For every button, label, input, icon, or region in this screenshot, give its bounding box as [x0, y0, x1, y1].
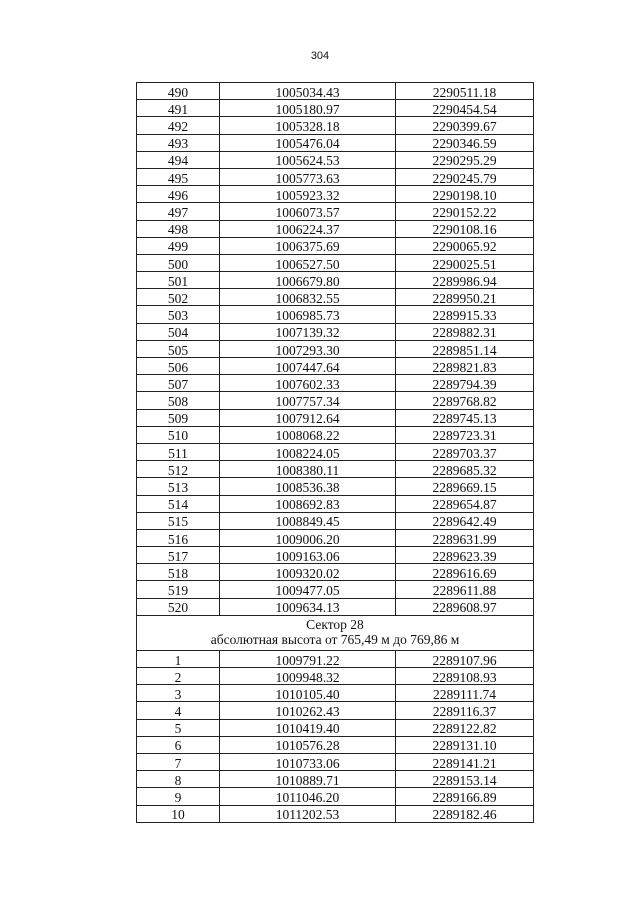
- x-coordinate-cell: 1010419.40: [220, 719, 396, 736]
- y-coordinate-cell: 2290198.10: [396, 186, 534, 203]
- x-coordinate-cell: 1009006.20: [220, 529, 396, 546]
- table-row: [137, 443, 534, 460]
- y-coordinate-cell: 2289611.88: [396, 581, 534, 598]
- point-number-cell: 517: [137, 547, 220, 564]
- table-row: [137, 203, 534, 220]
- table-row: [137, 426, 534, 443]
- x-coordinate-cell: 1009320.02: [220, 564, 396, 581]
- x-coordinate-cell: 1005476.04: [220, 134, 396, 151]
- table-row: [137, 306, 534, 323]
- x-coordinate-cell: 1009163.06: [220, 547, 396, 564]
- y-coordinate-cell: 2289122.82: [396, 719, 534, 736]
- x-coordinate-cell: 1007602.33: [220, 375, 396, 392]
- table-row: [137, 323, 534, 340]
- point-number-cell: 499: [137, 237, 220, 254]
- x-coordinate-cell: 1008068.22: [220, 426, 396, 443]
- y-coordinate-cell: 2289153.14: [396, 771, 534, 788]
- x-coordinate-cell: 1005328.18: [220, 117, 396, 134]
- table-row: [137, 220, 534, 237]
- x-coordinate-cell: 1007293.30: [220, 340, 396, 357]
- point-number-cell: 5: [137, 719, 220, 736]
- table-row: [137, 237, 534, 254]
- y-coordinate-cell: 2289107.96: [396, 650, 534, 667]
- table-row: [137, 495, 534, 512]
- point-number-cell: 1: [137, 650, 220, 667]
- point-number-cell: 10: [137, 805, 220, 822]
- x-coordinate-cell: 1007757.34: [220, 392, 396, 409]
- y-coordinate-cell: 2289915.33: [396, 306, 534, 323]
- point-number-cell: 513: [137, 478, 220, 495]
- point-number-cell: 7: [137, 753, 220, 770]
- y-coordinate-cell: 2289182.46: [396, 805, 534, 822]
- table-row: [137, 254, 534, 271]
- x-coordinate-cell: 1011046.20: [220, 788, 396, 805]
- table-row: [137, 134, 534, 151]
- table-row: [137, 478, 534, 495]
- table-row: [137, 771, 534, 788]
- point-number-cell: 512: [137, 461, 220, 478]
- y-coordinate-cell: 2289166.89: [396, 788, 534, 805]
- x-coordinate-cell: 1008224.05: [220, 443, 396, 460]
- point-number-cell: 510: [137, 426, 220, 443]
- point-number-cell: 502: [137, 289, 220, 306]
- x-coordinate-cell: 1006985.73: [220, 306, 396, 323]
- y-coordinate-cell: 2289616.69: [396, 564, 534, 581]
- x-coordinate-cell: 1008849.45: [220, 512, 396, 529]
- point-number-cell: 3: [137, 685, 220, 702]
- x-coordinate-cell: 1006224.37: [220, 220, 396, 237]
- y-coordinate-cell: 2290295.29: [396, 151, 534, 168]
- sector-subtitle: абсолютная высота от 765,49 м до 769,86 м: [210, 631, 460, 647]
- coordinates-table: [136, 82, 534, 823]
- point-number-cell: 491: [137, 100, 220, 117]
- point-number-cell: 509: [137, 409, 220, 426]
- x-coordinate-cell: 1005923.32: [220, 186, 396, 203]
- x-coordinate-cell: 1010733.06: [220, 753, 396, 770]
- point-number-cell: 506: [137, 358, 220, 375]
- y-coordinate-cell: 2290511.18: [396, 83, 534, 100]
- y-coordinate-cell: 2289821.83: [396, 358, 534, 375]
- y-coordinate-cell: 2289723.31: [396, 426, 534, 443]
- y-coordinate-cell: 2289685.32: [396, 461, 534, 478]
- table-row: [137, 512, 534, 529]
- table-row: [137, 83, 534, 100]
- x-coordinate-cell: 1011202.53: [220, 805, 396, 822]
- x-coordinate-cell: 1008692.83: [220, 495, 396, 512]
- x-coordinate-cell: 1005034.43: [220, 83, 396, 100]
- point-number-cell: 515: [137, 512, 220, 529]
- point-number-cell: 507: [137, 375, 220, 392]
- table-row: [137, 564, 534, 581]
- x-coordinate-cell: 1006832.55: [220, 289, 396, 306]
- point-number-cell: 6: [137, 736, 220, 753]
- y-coordinate-cell: 2290245.79: [396, 168, 534, 185]
- table-row: [137, 650, 534, 667]
- y-coordinate-cell: 2290346.59: [396, 134, 534, 151]
- page-number: 304: [310, 50, 330, 62]
- x-coordinate-cell: 1006679.80: [220, 272, 396, 289]
- y-coordinate-cell: 2289111.74: [396, 685, 534, 702]
- y-coordinate-cell: 2289703.37: [396, 443, 534, 460]
- point-number-cell: 511: [137, 443, 220, 460]
- y-coordinate-cell: 2290065.92: [396, 237, 534, 254]
- x-coordinate-cell: 1005180.97: [220, 100, 396, 117]
- sector-header-body: [137, 615, 534, 650]
- x-coordinate-cell: 1007912.64: [220, 409, 396, 426]
- point-number-cell: 520: [137, 598, 220, 615]
- point-number-cell: 492: [137, 117, 220, 134]
- y-coordinate-cell: 2289608.97: [396, 598, 534, 615]
- y-coordinate-cell: 2289950.21: [396, 289, 534, 306]
- x-coordinate-cell: 1008536.38: [220, 478, 396, 495]
- x-coordinate-cell: 1009477.05: [220, 581, 396, 598]
- table-row: [137, 392, 534, 409]
- table-row: [137, 289, 534, 306]
- y-coordinate-cell: 2289669.15: [396, 478, 534, 495]
- table-row: [137, 529, 534, 546]
- point-number-cell: 495: [137, 168, 220, 185]
- point-number-cell: 501: [137, 272, 220, 289]
- point-number-cell: 508: [137, 392, 220, 409]
- table-row: [137, 668, 534, 685]
- y-coordinate-cell: 2289131.10: [396, 736, 534, 753]
- table-row: [137, 409, 534, 426]
- table-row: [137, 719, 534, 736]
- point-number-cell: 503: [137, 306, 220, 323]
- x-coordinate-cell: 1009948.32: [220, 668, 396, 685]
- y-coordinate-cell: 2289745.13: [396, 409, 534, 426]
- sector-title: Сектор 28: [306, 616, 364, 632]
- table-row: [137, 598, 534, 615]
- y-coordinate-cell: 2290454.54: [396, 100, 534, 117]
- y-coordinate-cell: 2289108.93: [396, 668, 534, 685]
- table-row: [137, 375, 534, 392]
- y-coordinate-cell: 2290108.16: [396, 220, 534, 237]
- y-coordinate-cell: 2290399.67: [396, 117, 534, 134]
- point-number-cell: 494: [137, 151, 220, 168]
- table-row: [137, 581, 534, 598]
- x-coordinate-cell: 1009791.22: [220, 650, 396, 667]
- point-number-cell: 2: [137, 668, 220, 685]
- point-number-cell: 9: [137, 788, 220, 805]
- table-body-top: [137, 83, 534, 616]
- y-coordinate-cell: 2289642.49: [396, 512, 534, 529]
- x-coordinate-cell: 1006073.57: [220, 203, 396, 220]
- table-row: [137, 272, 534, 289]
- table-row: [137, 117, 534, 134]
- point-number-cell: 518: [137, 564, 220, 581]
- table-row: [137, 736, 534, 753]
- y-coordinate-cell: 2289882.31: [396, 323, 534, 340]
- x-coordinate-cell: 1005773.63: [220, 168, 396, 185]
- table-row: [137, 805, 534, 822]
- point-number-cell: 504: [137, 323, 220, 340]
- table-row: [137, 547, 534, 564]
- y-coordinate-cell: 2289631.99: [396, 529, 534, 546]
- table-row: [137, 461, 534, 478]
- y-coordinate-cell: 2290025.51: [396, 254, 534, 271]
- table-row: [137, 685, 534, 702]
- y-coordinate-cell: 2290152.22: [396, 203, 534, 220]
- x-coordinate-cell: 1007139.32: [220, 323, 396, 340]
- y-coordinate-cell: 2289116.37: [396, 702, 534, 719]
- point-number-cell: 8: [137, 771, 220, 788]
- sector-header-cell: [137, 615, 534, 650]
- point-number-cell: 500: [137, 254, 220, 271]
- x-coordinate-cell: 1008380.11: [220, 461, 396, 478]
- point-number-cell: 519: [137, 581, 220, 598]
- point-number-cell: 490: [137, 83, 220, 100]
- point-number-cell: 4: [137, 702, 220, 719]
- point-number-cell: 493: [137, 134, 220, 151]
- sector-header-row: [137, 615, 534, 650]
- y-coordinate-cell: 2289986.94: [396, 272, 534, 289]
- table-row: [137, 100, 534, 117]
- y-coordinate-cell: 2289141.21: [396, 753, 534, 770]
- y-coordinate-cell: 2289768.82: [396, 392, 534, 409]
- point-number-cell: 497: [137, 203, 220, 220]
- x-coordinate-cell: 1009634.13: [220, 598, 396, 615]
- x-coordinate-cell: 1006375.69: [220, 237, 396, 254]
- point-number-cell: 498: [137, 220, 220, 237]
- table-row: [137, 151, 534, 168]
- table-row: [137, 358, 534, 375]
- y-coordinate-cell: 2289654.87: [396, 495, 534, 512]
- table-row: [137, 788, 534, 805]
- y-coordinate-cell: 2289794.39: [396, 375, 534, 392]
- point-number-cell: 505: [137, 340, 220, 357]
- point-number-cell: 496: [137, 186, 220, 203]
- table-body-bottom: [137, 650, 534, 822]
- x-coordinate-cell: 1010105.40: [220, 685, 396, 702]
- x-coordinate-cell: 1010576.28: [220, 736, 396, 753]
- y-coordinate-cell: 2289623.39: [396, 547, 534, 564]
- point-number-cell: 514: [137, 495, 220, 512]
- x-coordinate-cell: 1007447.64: [220, 358, 396, 375]
- table-row: [137, 702, 534, 719]
- table-row: [137, 340, 534, 357]
- x-coordinate-cell: 1010262.43: [220, 702, 396, 719]
- table-row: [137, 168, 534, 185]
- table-row: [137, 753, 534, 770]
- point-number-cell: 516: [137, 529, 220, 546]
- y-coordinate-cell: 2289851.14: [396, 340, 534, 357]
- table-row: [137, 186, 534, 203]
- x-coordinate-cell: 1010889.71: [220, 771, 396, 788]
- x-coordinate-cell: 1005624.53: [220, 151, 396, 168]
- x-coordinate-cell: 1006527.50: [220, 254, 396, 271]
